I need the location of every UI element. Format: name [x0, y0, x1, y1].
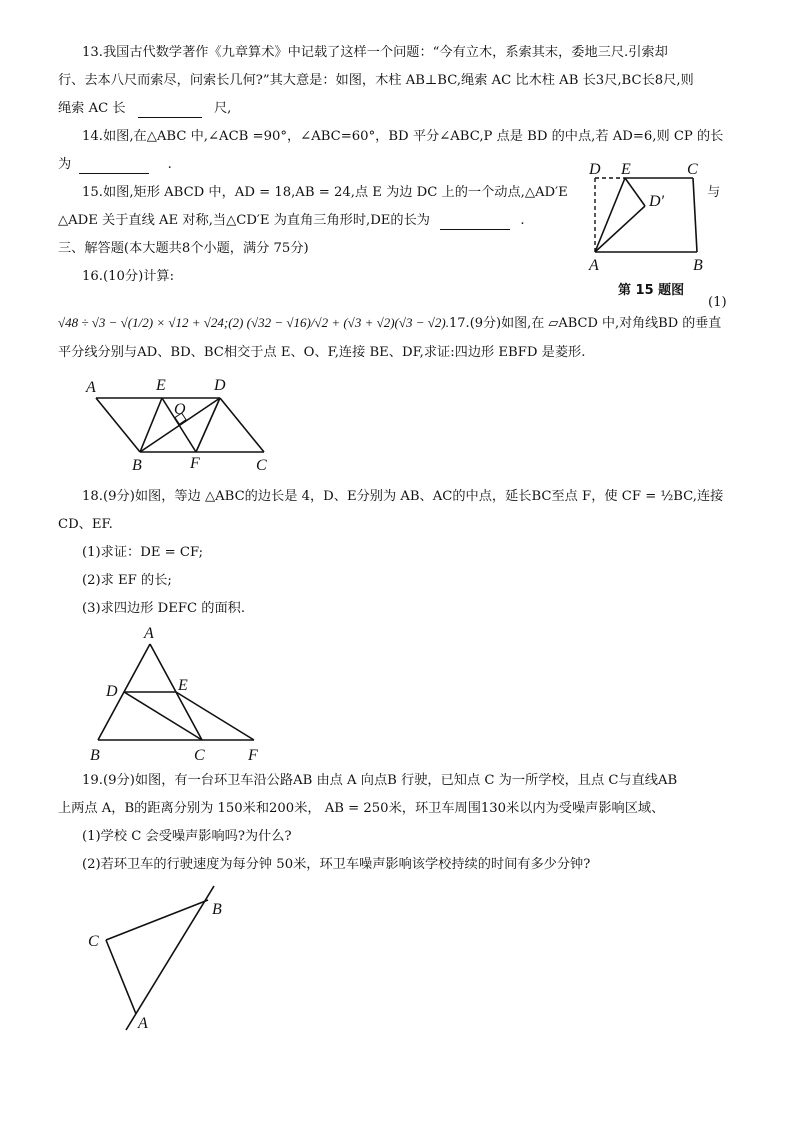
q15-line2-end: .: [520, 213, 525, 228]
q17-label-a: A: [86, 379, 96, 396]
q17-label-b: B: [132, 457, 142, 474]
q14-line2-end: .: [167, 157, 172, 172]
q16-part1-tag: (1): [708, 295, 727, 310]
q15-label-a: A: [589, 257, 599, 274]
q15-line2-text: △ADE 关于直线 AE 对称,当△CD′E 为直角三角形时,DE的长为: [58, 213, 430, 228]
q18-segment-dc: [124, 692, 202, 740]
q18-line1: 18.(9分)如图，等边 △ABC的边长是 4，D、E分别为 AB、AC的中点，延长BC至点 F，使 CF = ½BC,连接: [82, 489, 724, 504]
q17-label-f: F: [190, 455, 200, 472]
q17-figure: [84, 370, 284, 474]
q19-line1: 19.(9分)如图，有一台环卫车沿公路AB 由点 A 向点B 行驶，已知点 C 为一所学校，且点 C与直线AB: [82, 773, 678, 788]
q19-road-ab: [126, 886, 214, 1030]
q13-line3-end: 尺,: [213, 101, 232, 116]
q17-side-dc: [220, 398, 264, 452]
q18-part1: (1)求证：DE = CF;: [82, 545, 204, 560]
q19-part2: (2)若环卫车的行驶速度为每分钟 50米，环卫车噪声影响该学校持续的时间有多少分钟?: [82, 857, 591, 872]
q16-expression: [58, 314, 721, 333]
q19-part1: (1)学校 C 会受噪声影响吗?为什么?: [82, 829, 292, 844]
q15-answer-blank: [440, 215, 510, 230]
q18-label-b: B: [90, 747, 100, 764]
q19-segment-ca: [106, 940, 136, 1014]
q17-inline-start: 17.(9分)如图,在 ▱ABCD 中,对角线BD 的垂直: [449, 316, 722, 331]
q16-math: √48 ÷ √3 − √(1/2) × √12 + √24;(2) (√32 − √16)/√2 + (√3 + √2)(√3 − √2).: [58, 315, 450, 330]
q17-label-o: O: [174, 401, 186, 418]
q18-label-c: C: [194, 747, 205, 764]
q13-line2: 行、去本八尺而索尽，问索长几何?”其大意是：如图，木柱 AB⊥BC,绳索 AC 比木柱 AB 长3尺,BC长8尺,则: [58, 73, 694, 88]
q18-figure: [84, 624, 274, 764]
q13-line3: [58, 100, 231, 118]
q19-label-b: B: [212, 901, 222, 918]
q15-side-cb: [693, 178, 697, 252]
q15-label-c: C: [687, 161, 698, 178]
q15-figure: [583, 160, 713, 280]
q18-part3: (3)求四边形 DEFC 的面积.: [82, 601, 246, 616]
q15-label-d-prime: D′: [649, 193, 665, 210]
q15-label-b: B: [693, 257, 703, 274]
q17-line2: 平分线分别与AD、BD、BC相交于点 E、O、F,连接 BE、DF,求证:四边形 EBFD 是菱形.: [58, 345, 586, 360]
q14-line2-start: 为: [58, 157, 72, 172]
q18-label-d: D: [106, 683, 118, 700]
q13-line3-start: 绳索 AC 长: [58, 101, 126, 116]
q15-label-e: E: [621, 161, 631, 178]
q17-label-d: D: [214, 377, 226, 394]
q17-label-e: E: [156, 377, 166, 394]
q14-line1: 14.如图,在△ABC 中,∠ACB =90°，∠ABC=60°，BD 平分∠ABC,P 点是 BD 的中点,若 AD=6,则 CP 的长: [82, 129, 724, 144]
q14-answer-blank: [79, 159, 149, 174]
q19-label-a: A: [138, 1015, 148, 1032]
q18-label-a: A: [144, 625, 154, 642]
q17-side-ab: [96, 398, 140, 452]
q18-part2: (2)求 EF 的长;: [82, 573, 172, 588]
q15-label-d: D: [589, 161, 601, 178]
q19-line2: 上两点 A，B的距离分别为 150米和200米， AB = 250米，环卫车周围130米以内为受噪声影响区域、: [58, 801, 665, 816]
q15-line2: [58, 212, 525, 230]
q13-answer-blank: [138, 103, 202, 118]
q16-line1: 16.(10分)计算:: [82, 269, 175, 284]
q19-label-c: C: [88, 933, 99, 950]
q15-segment-ad-prime: [595, 206, 645, 252]
q19-figure: [84, 884, 244, 1044]
section-3-heading: 三、解答题(本大题共8个小题，满分 75分): [58, 241, 309, 256]
q15-line1: 15.如图,矩形 ABCD 中，AD = 18,AB = 24,点 E 为边 DC 上的一个动点,△AD′E: [82, 185, 568, 200]
q15-segment-ae: [595, 178, 625, 252]
q14-line2: [58, 156, 172, 174]
q18-label-e: E: [178, 677, 188, 694]
q18-line2: CD、EF.: [58, 517, 113, 532]
q15-figure-caption: 第 15 题图: [618, 283, 685, 298]
q18-segment-ef: [176, 692, 254, 740]
q17-label-c: C: [256, 457, 267, 474]
q15-segment-ed-prime: [625, 178, 645, 206]
q13-line1: 13.我国古代数学著作《九章算术》中记载了这样一个问题：“今有立木，系索其末，委地三尺.引索却: [82, 45, 668, 60]
q15-line1-tail: 与: [707, 185, 721, 200]
q18-label-f: F: [248, 747, 258, 764]
